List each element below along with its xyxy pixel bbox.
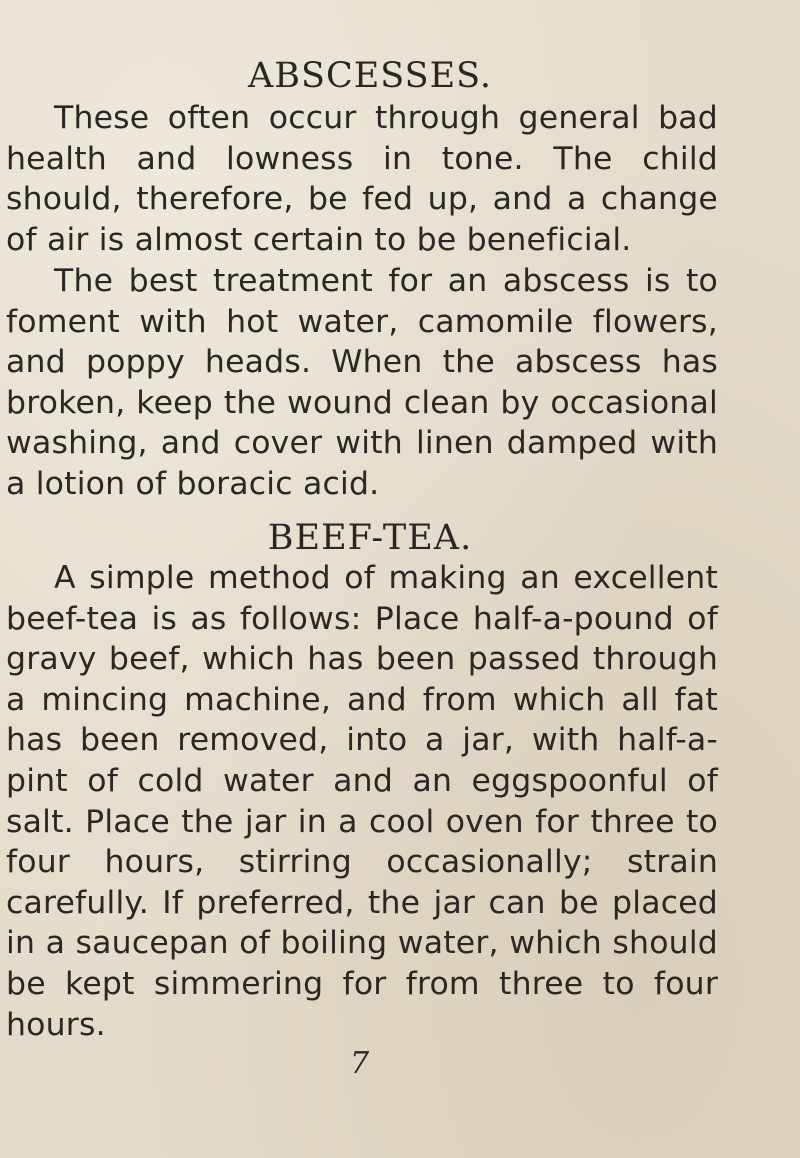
section-heading-abscesses: ABSCESSES. (247, 56, 493, 96)
page-number: 7 (350, 1046, 370, 1081)
paragraph-abscesses-treatment (6, 261, 718, 505)
paragraph-text: These often occur through general bad health and lowness in tone. The child should, therefore, be fed up, and a change of air is almost certain to be beneficial. (6, 100, 718, 258)
paragraph-abscesses-cause (6, 98, 718, 260)
section-heading-beef-tea: BEEF-TEA. (267, 518, 473, 558)
paragraph-text: The best treatment for an abscess is to foment with hot water, camomile flowers, and poppy heads. When the abscess has broken, keep the wound clean by occasional washing, and cover with linen damped with a lotion of boracic acid. (6, 263, 718, 502)
paragraph-beef-tea-method (6, 558, 718, 1045)
paragraph-text: A simple method of making an excellent beef-tea is as follows: Place half-a-pound of gravy beef, which has been passed through a mincing machine, and from which all fat has been removed, into a jar, with half-a-pint of cold water and an eggspoonful of salt. Place the jar in a cool oven for three to four hours, stirring occasionally; strain carefully. If preferred, the jar can be placed in a saucepan of boiling water, which should be kept simmering for from three to four hours. (6, 560, 718, 1043)
